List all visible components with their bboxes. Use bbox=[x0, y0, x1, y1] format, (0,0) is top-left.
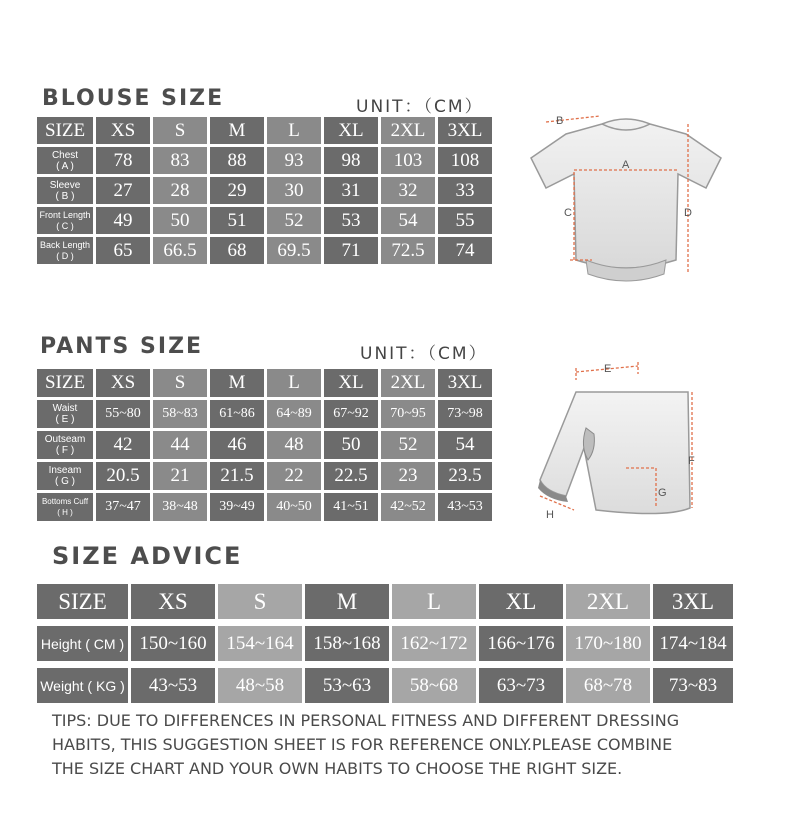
pants-label-waist bbox=[37, 400, 93, 428]
blouse-row-back-length bbox=[37, 237, 492, 264]
blouse-row-front-length bbox=[37, 207, 492, 234]
blouse-header-xs: XS bbox=[96, 117, 150, 144]
table-cell: 83 bbox=[153, 147, 207, 174]
blouse-header-size: SIZE bbox=[37, 117, 93, 144]
label-letter: ( G ) bbox=[55, 476, 75, 487]
blouse-header-xl: XL bbox=[324, 117, 378, 144]
table-cell: 46 bbox=[210, 431, 264, 459]
table-cell: 73~83 bbox=[653, 668, 733, 703]
pants-header-size: SIZE bbox=[37, 369, 93, 397]
table-cell: 70~95 bbox=[381, 400, 435, 428]
jersey-label-c: C bbox=[564, 207, 572, 219]
table-cell: 42~52 bbox=[381, 493, 435, 521]
pants-row-bottoms-cuff bbox=[37, 493, 492, 521]
table-cell: 38~48 bbox=[153, 493, 207, 521]
table-cell: 42 bbox=[96, 431, 150, 459]
advice-header-l: L bbox=[392, 584, 476, 619]
pants-header-xl: XL bbox=[324, 369, 378, 397]
table-cell: 65 bbox=[96, 237, 150, 264]
table-cell: 55~80 bbox=[96, 400, 150, 428]
tips-line-2: HABITS, THIS SUGGESTION SHEET IS FOR REFERENCE ONLY.PLEASE COMBINE bbox=[52, 735, 673, 754]
blouse-header-l: L bbox=[267, 117, 321, 144]
pants-header-m: M bbox=[210, 369, 264, 397]
tips-line-1: TIPS: DUE TO DIFFERENCES IN PERSONAL FITNESS AND DIFFERENT DRESSING bbox=[52, 711, 680, 730]
label-text: Back Length bbox=[39, 239, 91, 250]
table-cell: 68 bbox=[210, 237, 264, 264]
table-cell: 48~58 bbox=[218, 668, 302, 703]
table-cell: 174~184 bbox=[653, 626, 733, 661]
blouse-header-2xl: 2XL bbox=[381, 117, 435, 144]
pants-header-3xl: 3XL bbox=[438, 369, 492, 397]
table-cell: 43~53 bbox=[438, 493, 492, 521]
pants-label-bottoms-cuff bbox=[37, 493, 93, 521]
label-letter: ( E ) bbox=[55, 414, 75, 425]
advice-row-height bbox=[37, 626, 733, 661]
label-letter: ( B ) bbox=[55, 190, 75, 202]
label-letter: ( C ) bbox=[56, 220, 74, 231]
table-cell: 63~73 bbox=[479, 668, 563, 703]
label-text: Front Length bbox=[39, 209, 91, 220]
table-cell: 41~51 bbox=[324, 493, 378, 521]
table-cell: 48 bbox=[267, 431, 321, 459]
table-cell: 54 bbox=[438, 431, 492, 459]
label-letter: ( A ) bbox=[56, 160, 74, 172]
label-text: Bottoms Cuff bbox=[41, 497, 89, 506]
pants-title: PANTS SIZE bbox=[40, 334, 204, 359]
table-cell: 49 bbox=[96, 207, 150, 234]
label-letter: ( F ) bbox=[55, 445, 75, 456]
pants-header-s: S bbox=[153, 369, 207, 397]
table-cell: 150~160 bbox=[131, 626, 215, 661]
table-cell: 27 bbox=[96, 177, 150, 204]
advice-header-size: SIZE bbox=[37, 584, 128, 619]
jersey-shape bbox=[531, 119, 721, 281]
table-cell: 22 bbox=[267, 462, 321, 490]
advice-header-m: M bbox=[305, 584, 389, 619]
label-text: Chest bbox=[51, 149, 79, 161]
table-cell: 32 bbox=[381, 177, 435, 204]
blouse-row-chest bbox=[37, 147, 492, 174]
blouse-label-sleeve bbox=[37, 177, 93, 204]
shorts-label-f: F bbox=[688, 455, 695, 467]
shorts-diagram bbox=[526, 348, 726, 528]
label-letter: ( H ) bbox=[57, 508, 73, 517]
label-text: Sleeve bbox=[49, 179, 81, 191]
pants-label-outseam bbox=[37, 431, 93, 459]
table-cell: 31 bbox=[324, 177, 378, 204]
pants-header-xs: XS bbox=[96, 369, 150, 397]
table-cell: 69.5 bbox=[267, 237, 321, 264]
label-text: Waist bbox=[52, 403, 78, 414]
table-cell: 162~172 bbox=[392, 626, 476, 661]
table-cell: 108 bbox=[438, 147, 492, 174]
table-cell: 40~50 bbox=[267, 493, 321, 521]
advice-label-weight: Weight ( KG ) bbox=[37, 668, 128, 703]
shorts-label-e: E bbox=[604, 363, 612, 375]
shorts-shape bbox=[538, 392, 690, 514]
table-cell: 55 bbox=[438, 207, 492, 234]
label-text: Outseam bbox=[44, 434, 86, 445]
advice-header-xs: XS bbox=[131, 584, 215, 619]
table-cell: 158~168 bbox=[305, 626, 389, 661]
table-cell: 43~53 bbox=[131, 668, 215, 703]
blouse-header-row bbox=[37, 117, 492, 144]
table-cell: 54 bbox=[381, 207, 435, 234]
shorts-label-h: H bbox=[546, 509, 554, 521]
pants-size-table bbox=[34, 366, 495, 524]
table-cell: 44 bbox=[153, 431, 207, 459]
table-cell: 21 bbox=[153, 462, 207, 490]
table-cell: 166~176 bbox=[479, 626, 563, 661]
pants-row-waist bbox=[37, 400, 492, 428]
jersey-diagram bbox=[516, 110, 736, 290]
table-cell: 22.5 bbox=[324, 462, 378, 490]
table-cell: 23.5 bbox=[438, 462, 492, 490]
table-cell: 64~89 bbox=[267, 400, 321, 428]
table-cell: 20.5 bbox=[96, 462, 150, 490]
pants-header-2xl: 2XL bbox=[381, 369, 435, 397]
table-cell: 71 bbox=[324, 237, 378, 264]
table-cell: 29 bbox=[210, 177, 264, 204]
blouse-unit: UNIT：（CM） bbox=[356, 97, 484, 117]
table-cell: 53~63 bbox=[305, 668, 389, 703]
table-cell: 61~86 bbox=[210, 400, 264, 428]
table-cell: 28 bbox=[153, 177, 207, 204]
table-cell: 51 bbox=[210, 207, 264, 234]
table-cell: 21.5 bbox=[210, 462, 264, 490]
blouse-header-s: S bbox=[153, 117, 207, 144]
pants-row-outseam bbox=[37, 431, 492, 459]
advice-title: SIZE ADVICE bbox=[52, 542, 243, 570]
table-cell: 72.5 bbox=[381, 237, 435, 264]
pants-unit: UNIT：（CM） bbox=[360, 344, 488, 364]
table-cell: 98 bbox=[324, 147, 378, 174]
table-cell: 68~78 bbox=[566, 668, 650, 703]
table-cell: 50 bbox=[324, 431, 378, 459]
advice-header-s: S bbox=[218, 584, 302, 619]
table-cell: 88 bbox=[210, 147, 264, 174]
table-cell: 53 bbox=[324, 207, 378, 234]
tips-text bbox=[52, 709, 772, 781]
table-cell: 78 bbox=[96, 147, 150, 174]
blouse-header-m: M bbox=[210, 117, 264, 144]
advice-header-xl: XL bbox=[479, 584, 563, 619]
advice-row-weight bbox=[37, 668, 733, 703]
blouse-label-front-length bbox=[37, 207, 93, 234]
blouse-row-sleeve bbox=[37, 177, 492, 204]
table-cell: 58~83 bbox=[153, 400, 207, 428]
table-cell: 39~49 bbox=[210, 493, 264, 521]
pants-header-row bbox=[37, 369, 492, 397]
table-cell: 33 bbox=[438, 177, 492, 204]
blouse-size-table bbox=[34, 114, 495, 267]
table-cell: 67~92 bbox=[324, 400, 378, 428]
advice-header-row bbox=[37, 584, 733, 619]
size-advice-table bbox=[34, 581, 736, 706]
blouse-header-3xl: 3XL bbox=[438, 117, 492, 144]
table-cell: 170~180 bbox=[566, 626, 650, 661]
pants-row-inseam bbox=[37, 462, 492, 490]
advice-label-height: Height ( CM ) bbox=[37, 626, 128, 661]
label-text: Inseam bbox=[48, 465, 82, 476]
blouse-title: BLOUSE SIZE bbox=[42, 86, 225, 111]
jersey-label-b: B bbox=[556, 115, 564, 127]
tips-line-3: THE SIZE CHART AND YOUR OWN HABITS TO CHOOSE THE RIGHT SIZE. bbox=[52, 759, 623, 778]
table-cell: 23 bbox=[381, 462, 435, 490]
advice-header-3xl: 3XL bbox=[653, 584, 733, 619]
blouse-label-chest bbox=[37, 147, 93, 174]
table-cell: 37~47 bbox=[96, 493, 150, 521]
table-cell: 103 bbox=[381, 147, 435, 174]
pants-label-inseam bbox=[37, 462, 93, 490]
table-cell: 58~68 bbox=[392, 668, 476, 703]
blouse-label-back-length bbox=[37, 237, 93, 264]
table-cell: 74 bbox=[438, 237, 492, 264]
table-cell: 154~164 bbox=[218, 626, 302, 661]
jersey-label-d: D bbox=[684, 207, 692, 219]
table-cell: 66.5 bbox=[153, 237, 207, 264]
table-cell: 50 bbox=[153, 207, 207, 234]
table-cell: 52 bbox=[381, 431, 435, 459]
pants-header-l: L bbox=[267, 369, 321, 397]
table-cell: 52 bbox=[267, 207, 321, 234]
shorts-label-g: G bbox=[658, 487, 667, 499]
jersey-label-a: A bbox=[622, 159, 630, 171]
label-letter: ( D ) bbox=[56, 250, 74, 261]
table-cell: 73~98 bbox=[438, 400, 492, 428]
advice-header-2xl: 2XL bbox=[566, 584, 650, 619]
table-cell: 93 bbox=[267, 147, 321, 174]
table-cell: 30 bbox=[267, 177, 321, 204]
